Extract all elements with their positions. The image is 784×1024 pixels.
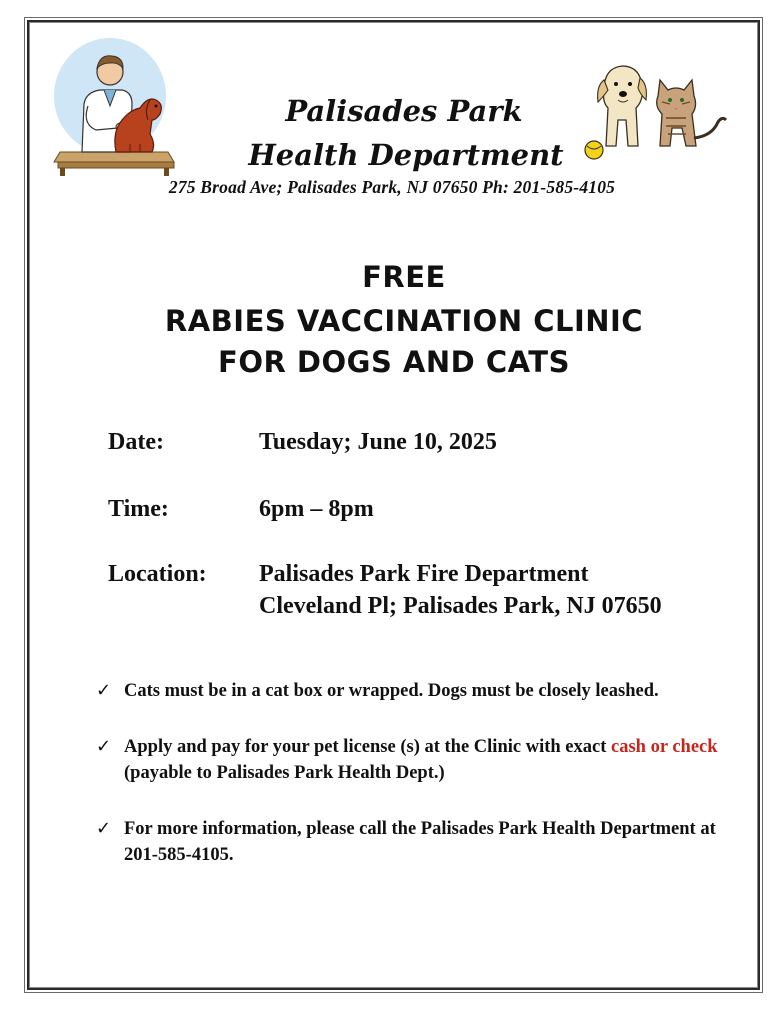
time-label: Time: bbox=[108, 496, 169, 522]
headline-dogs-cats: FOR DOGS AND CATS bbox=[218, 345, 570, 379]
bullet-text-cats-dogs: Cats must be in a cat box or wrapped. Dogs must be closely leashed. bbox=[124, 681, 659, 701]
header-title-line1: Palisades Park bbox=[285, 94, 523, 128]
time-value: 6pm – 8pm bbox=[259, 496, 374, 522]
date-label: Date: bbox=[108, 429, 164, 455]
headline-free: FREE bbox=[362, 260, 446, 294]
location-line1: Palisades Park Fire Department bbox=[259, 561, 589, 587]
license-text-end: (payable to Palisades Park Health Dept.) bbox=[124, 763, 445, 783]
bullet-text-license bbox=[118, 734, 736, 786]
header-title-line2: Health Department bbox=[248, 138, 564, 172]
location-label: Location: bbox=[108, 561, 207, 587]
checkmark-icon: ✓ bbox=[96, 818, 112, 839]
date-value: Tuesday; June 10, 2025 bbox=[259, 429, 497, 455]
location-line2: Cleveland Pl; Palisades Park, NJ 07650 bbox=[259, 593, 662, 619]
puppy-and-kitten-icon bbox=[582, 46, 730, 162]
checkmark-icon: ✓ bbox=[96, 680, 112, 701]
cash-or-check-highlight: cash or check bbox=[611, 737, 718, 757]
license-text-start: Apply and pay for your pet license (s) at the Clinic with exact bbox=[124, 737, 611, 757]
checkmark-icon: ✓ bbox=[96, 736, 112, 757]
list-item bbox=[96, 678, 736, 704]
list-item bbox=[96, 816, 736, 868]
list-item bbox=[96, 734, 736, 786]
headline-clinic: RABIES VACCINATION CLINIC bbox=[164, 304, 644, 338]
header-address: 275 Broad Ave; Palisades Park, NJ 07650 Ph: 201-585-4105 bbox=[168, 177, 616, 197]
bullet-text-more-info: For more information, please call the Palisades Park Health Department at 201-585-4105. bbox=[124, 819, 716, 865]
info-bullet-list bbox=[96, 678, 736, 898]
